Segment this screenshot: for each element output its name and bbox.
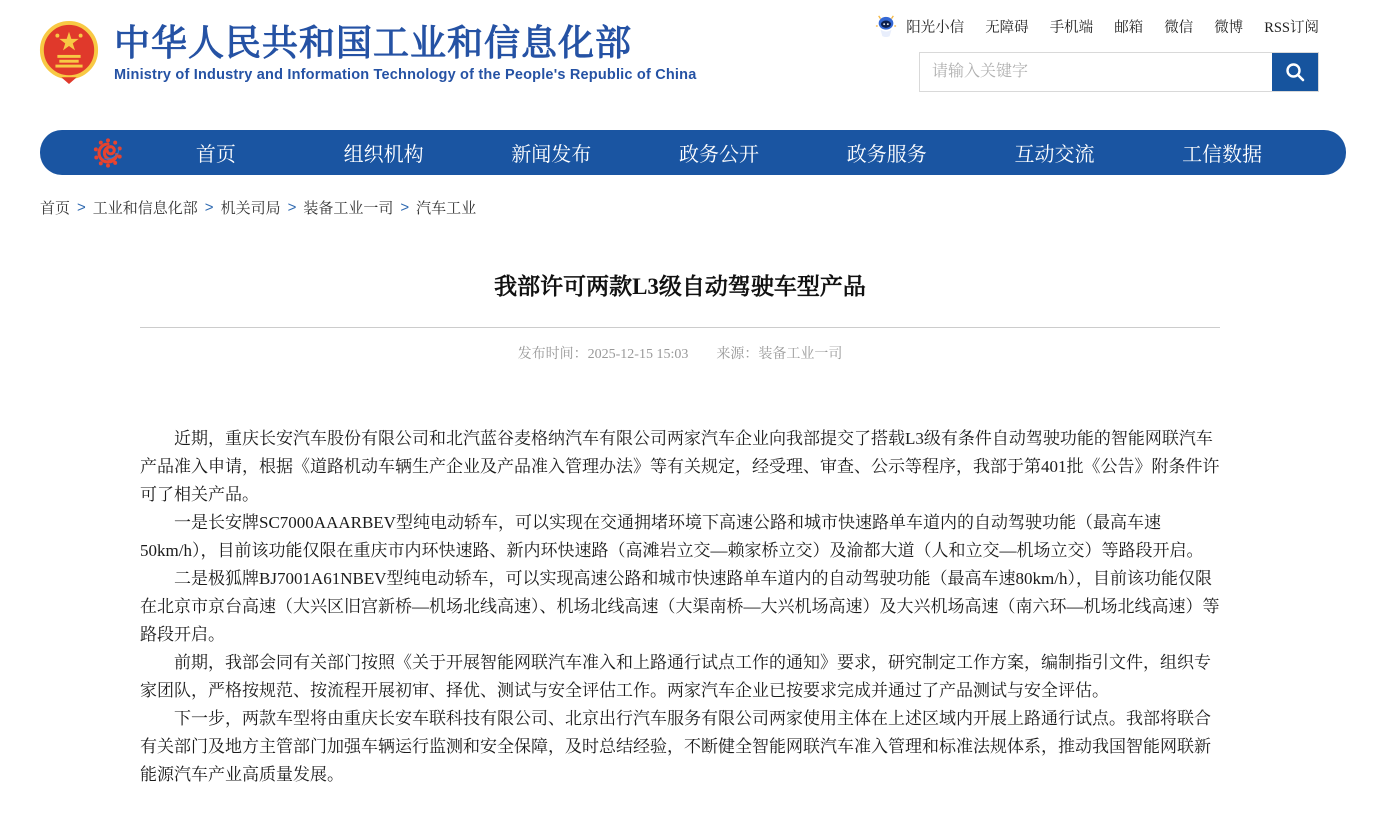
nav-item-organization[interactable]: 组织机构: [343, 144, 424, 166]
article-paragraph: 下一步，两款车型将由重庆长安车联科技有限公司、北京出行汽车服务有限公司两家使用主体在上述区域内开展上路通行试点。我部将联合有关部门及地方主管部门加强车辆运行监测和安全保障，及时总结经验，不断健全智能网联汽车准入管理和标准法规体系，推动我国智能网联新能源汽车产业高质量发展。: [140, 709, 1211, 784]
site-subtitle: Ministry of Industry and Information Technology of the People's Republic of China: [114, 67, 697, 84]
breadcrumb: [40, 197, 1386, 218]
breadcrumb-equipment-dept[interactable]: 装备工业一司: [303, 201, 394, 217]
publish-time-label: 发布时间：: [517, 347, 588, 362]
search-button[interactable]: [1272, 53, 1318, 91]
article-content: [140, 268, 1220, 829]
article-paragraph: 一是长安牌SC7000AAARBEV型纯电动轿车，可以实现在交通拥堵环境下高速公路和城市快速路单车道内的自动驾驶功能（最高车速50km/h），目前该功能仅限在重庆市内环快速路、新内环快速路（高滩岩立交—赖家桥立交）及渝都大道（人和立交—机场立交）等路段开启。: [140, 513, 1204, 560]
article-body: [140, 425, 1220, 829]
breadcrumb-home[interactable]: 首页: [40, 201, 71, 217]
quick-link-weibo[interactable]: 微博: [1214, 19, 1244, 36]
site-title: 中华人民共和国工业和信息化部: [114, 21, 633, 63]
breadcrumb-miit[interactable]: 工业和信息化部: [92, 201, 198, 217]
quick-links-bar: [875, 14, 1319, 38]
search-icon: [1284, 61, 1306, 83]
article-paragraph: 近期，重庆长安汽车股份有限公司和北汽蓝谷麦格纳汽车有限公司两家汽车企业向我部提交了搭载L3级有条件自动驾驶功能的智能网联汽车产品准入申请，根据《道路机动车辆生产企业及产品准入管理办法》等有关规定，经受理、审查、公示等程序，我部于第401批《公告》附条件许可了相关产品。: [140, 429, 1220, 504]
article-paragraph: 二是极狐牌BJ7001A61NBEV型纯电动轿车，可以实现高速公路和城市快速路单车道内的自动驾驶功能（最高车速80km/h），目前该功能仅限在北京市京台高速（大兴区旧宫新桥—机场北线高速）、机场北线高速（大渠南桥—大兴机场高速）及大兴机场高速（南六环—机场北线高速）等路段开启。: [140, 569, 1220, 644]
quick-link-yangguangxiaoxin[interactable]: 阳光小信: [906, 19, 965, 36]
article-paragraph: 前期，我部会同有关部门按照《关于开展智能网联汽车准入和上路通行试点工作的通知》要求，研究制定工作方案，编制指引文件，组织专家团队，严格按规范、按流程开展初审、择优、测试与安全评估工作。两家汽车企业已按要求完成并通过了产品测试与安全评估。: [140, 653, 1211, 700]
nav-item-gov-services[interactable]: 政务服务: [846, 144, 927, 166]
site-header: [0, 0, 1386, 130]
national-emblem-icon: [38, 20, 100, 86]
source-value: 装备工业一司: [758, 347, 843, 362]
miit-gear-logo-icon: [90, 135, 126, 171]
nav-item-interaction[interactable]: 互动交流: [1014, 144, 1095, 166]
quick-link-accessibility[interactable]: 无障碍: [985, 19, 1029, 36]
nav-item-home[interactable]: 首页: [195, 144, 236, 166]
quick-link-mobile[interactable]: 手机端: [1049, 19, 1094, 36]
nav-item-miit-data[interactable]: 工信数据: [1182, 144, 1263, 166]
main-navigation: [40, 130, 1346, 175]
breadcrumb-separator: >: [400, 199, 410, 216]
article-title: 我部许可两款L3级自动驾驶车型产品: [140, 268, 1220, 328]
article-meta: [140, 343, 1220, 363]
breadcrumb-departments[interactable]: 机关司局: [220, 201, 281, 217]
breadcrumb-auto-industry[interactable]: 汽车工业: [416, 201, 477, 217]
publish-time-value: 2025-12-15 15:03: [587, 347, 689, 362]
site-logo-area[interactable]: [38, 20, 697, 86]
search-box: [919, 52, 1319, 92]
breadcrumb-separator: >: [77, 199, 86, 216]
source-label: 来源：: [716, 347, 759, 362]
nav-item-gov-disclosure[interactable]: 政务公开: [679, 144, 760, 166]
nav-item-news[interactable]: 新闻发布: [511, 144, 592, 166]
quick-link-wechat[interactable]: 微信: [1164, 19, 1194, 36]
quick-link-mail[interactable]: 邮箱: [1114, 19, 1144, 36]
search-input[interactable]: [920, 53, 1272, 91]
breadcrumb-separator: >: [287, 199, 297, 216]
robot-mascot-icon: [875, 14, 897, 38]
breadcrumb-separator: >: [204, 199, 214, 216]
quick-link-rss[interactable]: RSS订阅: [1264, 19, 1319, 36]
